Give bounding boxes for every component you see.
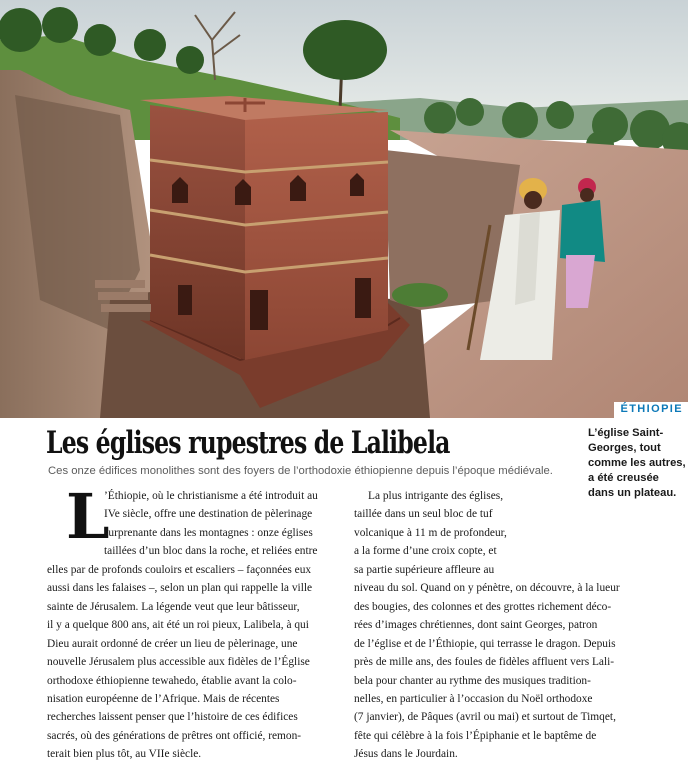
text-line: ’Éthiopie, où le christianisme a été introduit au xyxy=(104,490,318,502)
text-line: Dieu aurait ordonné de créer un lieu de pèlerinage, une xyxy=(47,637,298,650)
photo-caption: L’église Saint-Georges, tout comme les autres, a été creusée dans un plateau. xyxy=(588,427,686,499)
text-line: des bougies, des colonnes et des grottes richement déco- xyxy=(354,600,612,613)
text-line: sa partie supérieure affleure au xyxy=(354,563,495,576)
text-line: taillées d’un bloc dans la roche, et reliées entre xyxy=(104,545,318,558)
text-line: elles par de profonds couloirs et escaliers – façonnées eux xyxy=(47,563,312,576)
text-line: orthodoxe éthiopienne tewahedo, établie avant la colo- xyxy=(47,674,297,687)
text-line: a la forme d’une croix copte, et xyxy=(354,545,497,558)
text-line: taillée dans un seul bloc de tuf xyxy=(354,508,493,521)
text-line: bela pour chanter au rythme des musiques tradition- xyxy=(354,674,591,687)
text-line: sacrés, où des générations de prêtres ont officié, remon- xyxy=(47,729,302,742)
text-line: (7 janvier), de Pâques (avril ou mai) et surtout de Timqet, xyxy=(354,711,616,724)
text-line: Jésus dans le Jourdain. xyxy=(354,748,458,761)
drop-cap: L xyxy=(66,480,110,553)
text-line: nelles, en particulier à l’occasion du Noël orthodoxe xyxy=(354,692,593,705)
text-line: La plus intrigante des églises, xyxy=(368,490,504,502)
text-line: IVe siècle, offre une destination de pèlerinage xyxy=(104,508,313,521)
article-title: Les églises rupestres de Lalibela xyxy=(46,425,450,461)
article-standfirst: Ces onze édifices monolithes sont des foyers de l’orthodoxie éthiopienne depuis l’époque médiévale. xyxy=(48,465,553,477)
text-line: nouvelle Jérusalem plus accessible aux fidèles de l’Église xyxy=(47,656,310,669)
text-line: terait bien plus tôt, au VIIe siècle. xyxy=(47,748,202,761)
text-line: rées d’images chrétiennes, dont saint Georges, patron xyxy=(354,619,598,632)
text-line: aussi dans les falaises –, selon un plan qui rappelle la ville xyxy=(47,582,313,595)
country-tag: ÉTHIOPIE xyxy=(614,402,688,418)
text-line: recherches laissent penser que l’histoire de ces édifices xyxy=(47,711,298,724)
text-line: de l’église et de l’Éthiopie, qui terrasse le dragon. Depuis xyxy=(354,637,616,650)
text-line: niveau du sol. Quand on y pénètre, on découvre, à la lueur xyxy=(354,582,620,595)
text-line: près de mille ans, des foules de fidèles affluent vers Lali- xyxy=(354,656,615,669)
text-line: fête qui célèbre à la fois l’Épiphanie et le baptême de xyxy=(354,729,597,742)
text-line: surprenante dans les montagnes : onze églises xyxy=(104,526,313,539)
text-line: sainte de Jérusalem. La légende veut que leur bâtisseur, xyxy=(47,600,300,613)
text-line: volcanique à 11 m de profondeur, xyxy=(354,526,507,539)
text-line: il y a quelque 800 ans, ait été un roi pieux, Lalibela, à qui xyxy=(47,619,309,632)
left-column xyxy=(47,480,336,764)
right-column xyxy=(354,487,622,764)
text-line: nisation européenne de l’Afrique. Mais de récentes xyxy=(47,692,280,705)
